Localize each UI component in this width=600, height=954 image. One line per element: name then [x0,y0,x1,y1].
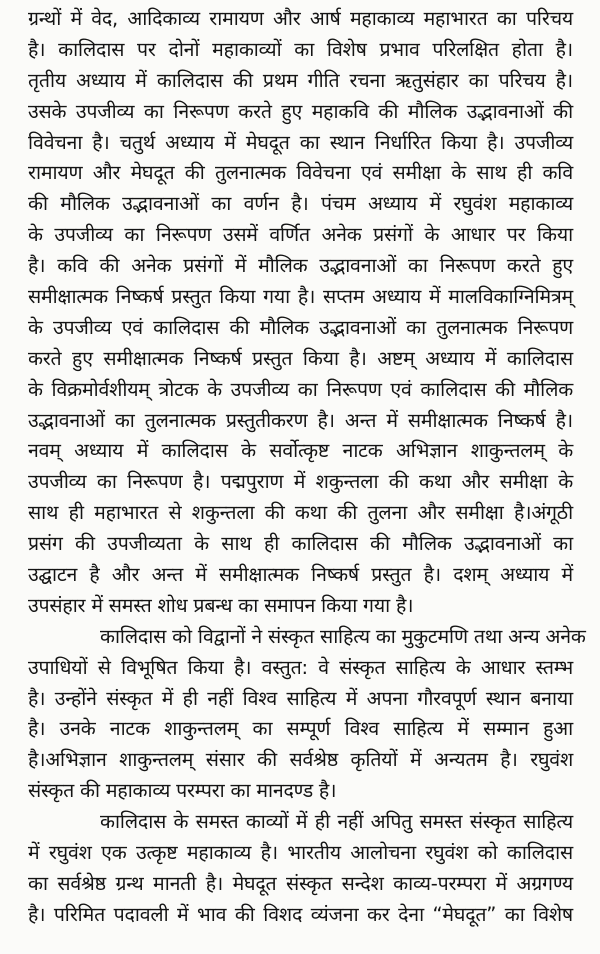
text-line: नवम् अध्याय में कालिदास के सर्वोत्कृष्ट नाटक अभिज्ञान शाकुन्तलम् के [28,439,573,463]
text-line: है। कवि की अनेक प्रसंगों में मौलिक उद्भावनाओं का निरूपण करते हुए [28,254,573,278]
text-line: का सर्वश्रेष्ठ ग्रन्थ मानती है। मेघदूत संस्कृत सन्देश काव्य-परम्परा में अग्रगण्य [28,871,573,895]
text-line: रामायण और मेघदूत की तुलनात्मक विवेचना एवं समीक्षा के साथ ही कवि [28,161,573,185]
text-line: की मौलिक उद्भावनाओं का वर्णन है। पंचम अध्याय में रघुवंश महाकाव्य [28,192,573,216]
text-line: संस्कृत की महाकाव्य परम्परा का मानदण्ड है। [28,779,337,803]
text-line: उसके उपजीव्य का निरूपण करते हुए महाकवि की मौलिक उद्भावनाओं की [28,99,573,123]
text-line: के विक्रमोर्वशीयम् त्रोटक के उपजीव्य का निरूपण एवं कालिदास की मौलिक [28,377,573,401]
text-line: है। परिमित पदावली में भाव की विशद व्यंजना कर देना “मेघदूत” का विशेष [28,902,573,926]
text-line: ग्रन्थों में वेद, आदिकाव्य रामायण और आर्ष महाकाव्य महाभारत का परिचय [28,7,573,30]
text-line: के उपजीव्य का निरूपण उसमें वर्णित अनेक प्रसंगों के आधार पर किया [28,223,573,247]
text-line: के उपजीव्य एवं कालिदास की मौलिक उद्भावनाओं का तुलनात्मक निरूपण [28,315,573,339]
text-line: साथ ही महाभारत से शकुन्तला की कथा की तुलना और समीक्षा है।अंगूठी [28,501,573,525]
text-line: है। उनके नाटक शाकुन्तलम् का सम्पूर्ण विश्व साहित्य में सम्मान हुआ [28,717,573,741]
text-line: तृतीय अध्याय में कालिदास की प्रथम गीति रचना ऋतुसंहार का परिचय है। [28,68,573,92]
text-line: समीक्षात्मक निष्कर्ष प्रस्तुत किया गया है। सप्तम अध्याय में मालविकाग्निमित्रम् [28,285,573,309]
text-line: उद्भावनाओं का तुलनात्मक प्रस्तुतीकरण है। अन्त में समीक्षात्मक निष्कर्ष है। [28,408,573,432]
document-page [28,4,586,931]
text-line: में रघुवंश एक उत्कृष्ट महाकाव्य है। भारतीय आलोचना रघुवंश को कालिदास [28,841,573,865]
text-line: है।अभिज्ञान शाकुन्तलम् संसार की सर्वश्रेष्ठ कृतियों में अन्यतम है। रघुवंश [28,748,573,772]
text-line: है। कालिदास पर दोनों महाकाव्यों का विशेष प्रभाव परिलक्षित होता है। [28,37,573,61]
text-line: विवेचना है। चतुर्थ अध्याय में मेघदूत का स्थान निर्धारित किया है। उपजीव्य [28,130,573,154]
text-line: उपसंहार में समस्त शोध प्रबन्ध का समापन किया गया है। [28,593,414,617]
text-line: उद्घाटन है और अन्त में समीक्षात्मक निष्कर्ष प्रस्तुत है। दशम् अध्याय में [28,563,573,587]
text-line: उपाधियों से विभूषित किया है। वस्तुत: वे संस्कृत साहित्य के आधार स्तम्भ [28,655,573,679]
text-line: है। उन्होंने संस्कृत में ही नहीं विश्व साहित्य में अपना गौरवपूर्ण स्थान बनाया [28,686,573,710]
paragraph [28,622,586,807]
text-line: प्रसंग की उपजीव्यता के साथ ही कालिदास की मौलिक उद्भावनाओं का [28,532,573,556]
paragraph [28,807,573,931]
text-line: कालिदास के समस्त काव्यों में ही नहीं अपितु समस्त संस्कृत साहित्य [100,810,573,834]
text-line: उपजीव्य का निरूपण है। पद्मपुराण में शकुन्तला की कथा और समीक्षा के [28,470,573,494]
text-line: करते हुए समीक्षात्मक निष्कर्ष प्रस्तुत किया है। अष्टम् अध्याय में कालिदास [28,346,573,370]
paragraph [28,4,573,622]
text-line: कालिदास को विद्वानों ने संस्कृत साहित्य का मुकुटमणि तथा अन्य अनेक [100,624,586,648]
